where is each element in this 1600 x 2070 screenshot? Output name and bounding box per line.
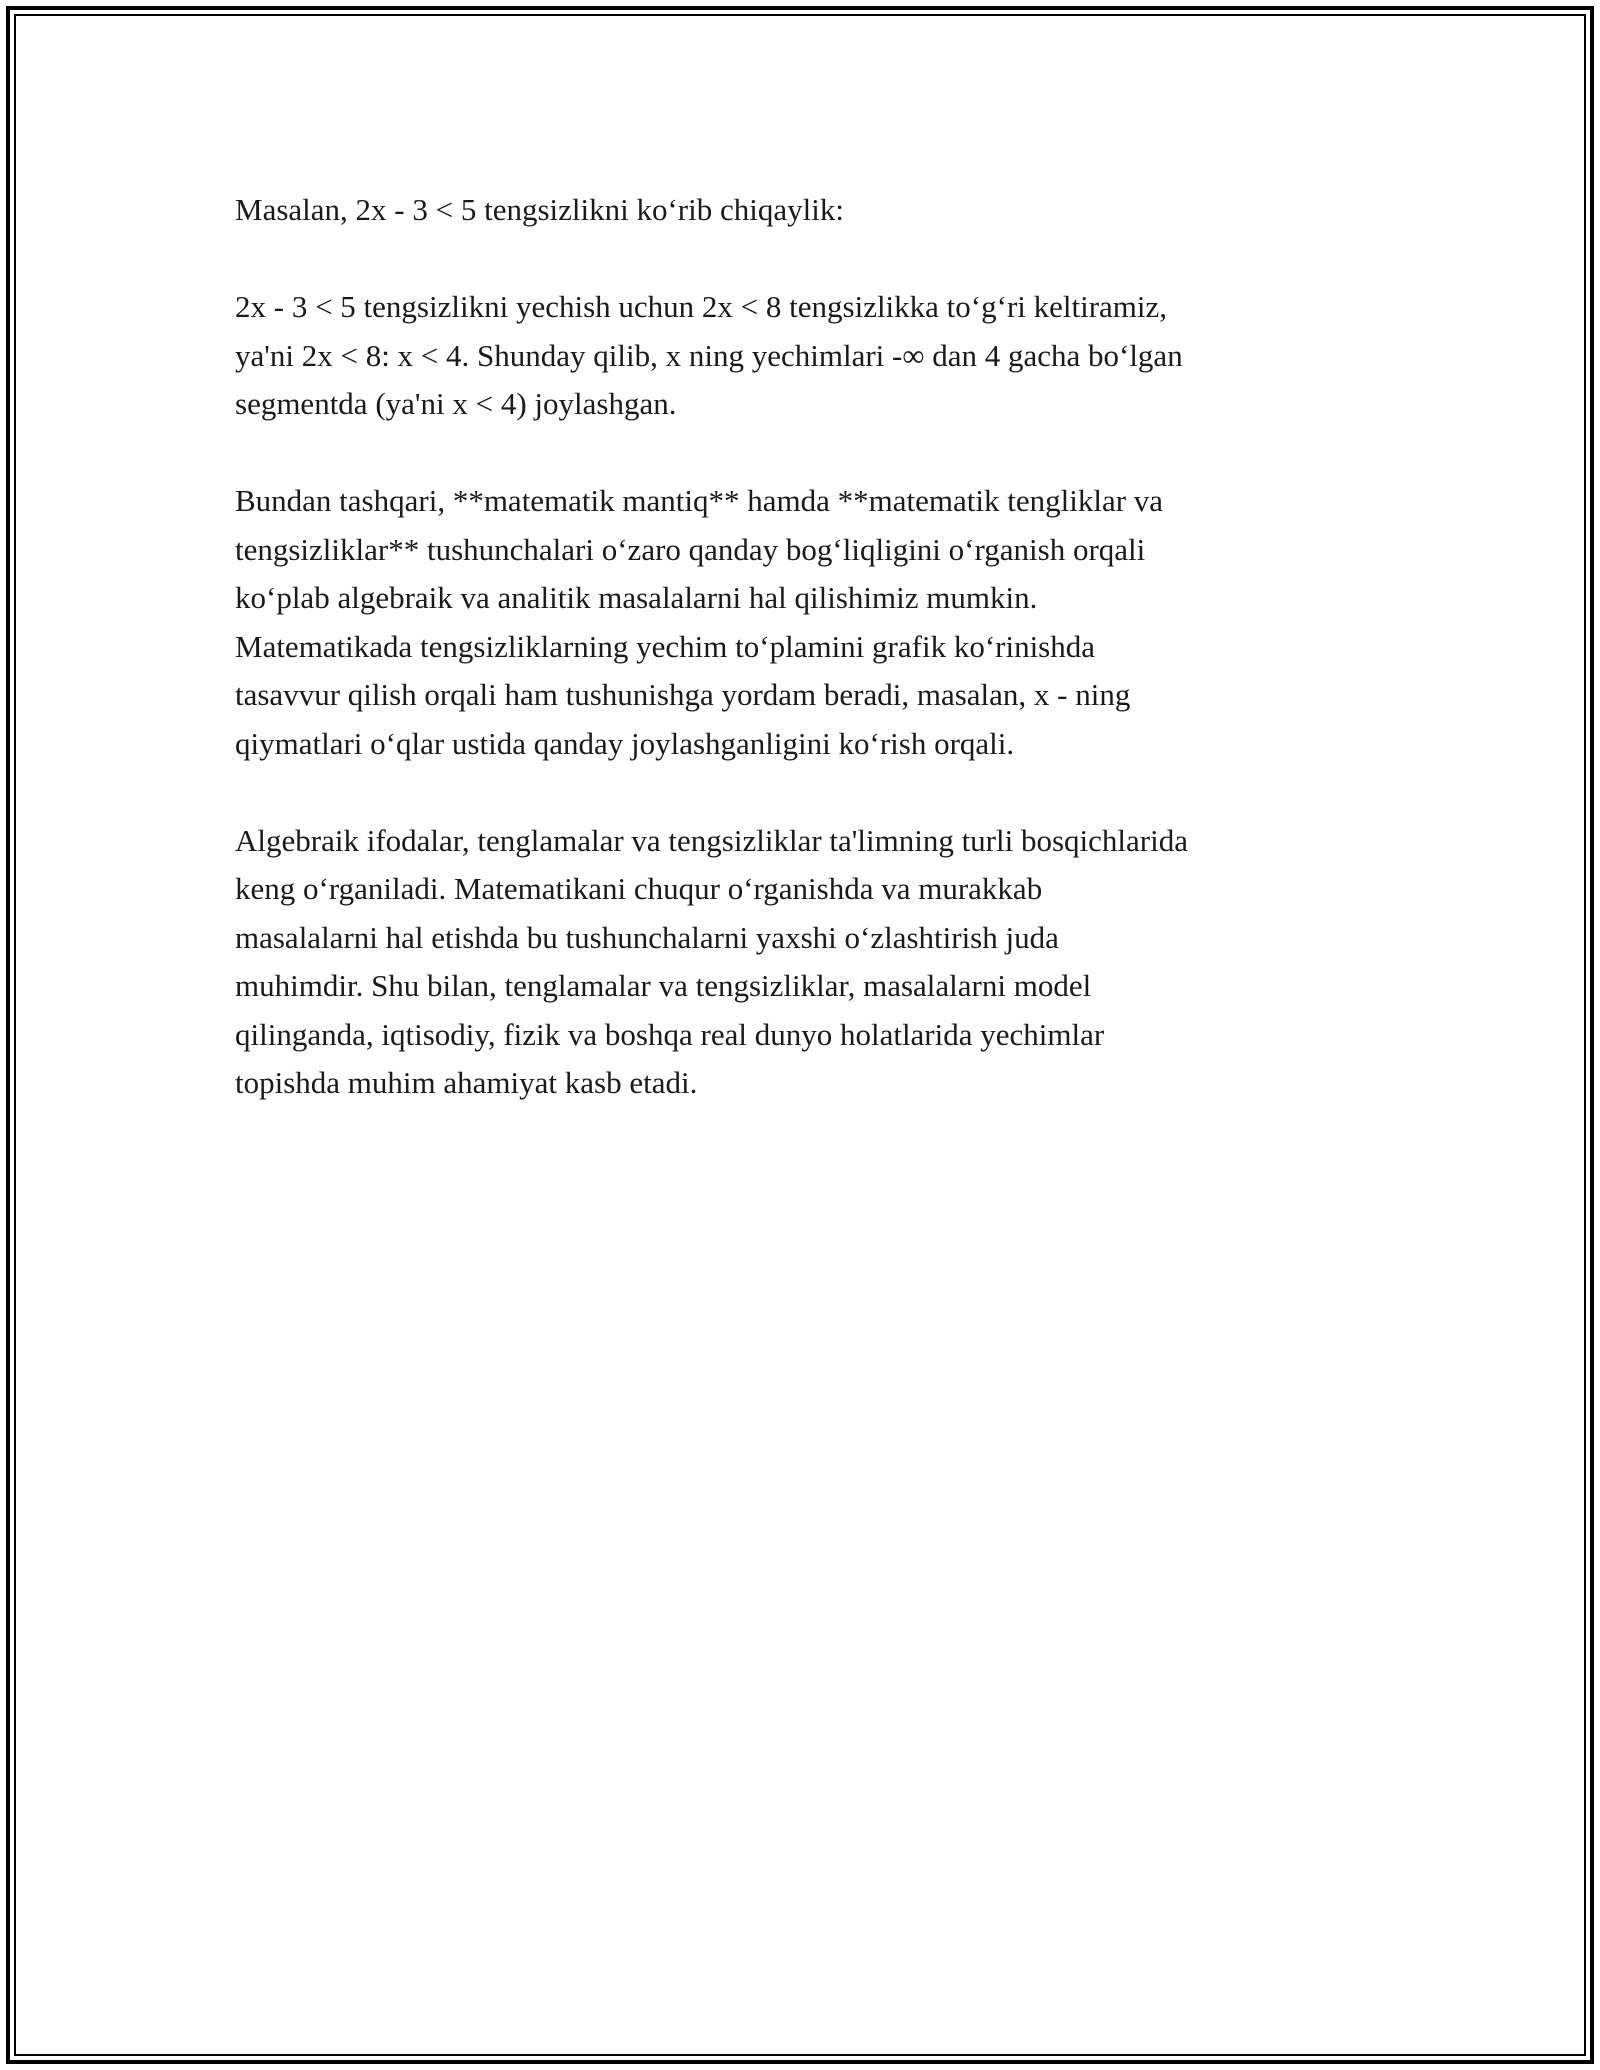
text-line: Bundan tashqari, **matematik mantiq** hamda **matematik tengliklar va <box>235 483 1164 518</box>
text-line: ko‘plab algebraik va analitik masalalarni hal qilishimiz mumkin. <box>235 580 1038 615</box>
text-line: ya'ni 2x < 8: x < 4. Shunday qilib, x ning yechimlari -∞ dan 4 gacha bo‘lgan <box>235 337 1183 373</box>
text-line: Masalan, 2x - 3 < 5 tengsizlikni ko‘rib chiqaylik: <box>235 192 844 227</box>
text-line: qilinganda, iqtisodiy, fizik va boshqa real dunyo holatlarida yechimlar <box>235 1016 1105 1052</box>
paragraph-solution <box>235 283 1375 429</box>
paragraph-logic <box>235 477 1375 768</box>
document-body <box>235 186 1375 1156</box>
text-line: muhimdir. Shu bilan, tenglamalar va tengsizliklar, masalalarni model <box>235 968 1092 1003</box>
text-line: 2x - 3 < 5 tengsizlikni yechish uchun 2x < 8 tengsizlikka to‘g‘ri keltiramiz, <box>235 289 1168 324</box>
text-line: segmentda (ya'ni x < 4) joylashgan. <box>235 386 677 421</box>
paragraph-conclusion <box>235 817 1375 1108</box>
text-line: qiymatlari o‘qlar ustida qanday joylashganligini ko‘rish orqali. <box>235 725 1015 761</box>
text-line: tasavvur qilish orqali ham tushunishga yordam beradi, masalan, x - ning <box>235 677 1131 712</box>
text-line: Algebraik ifodalar, tenglamalar va tengsizliklar ta'limning turli bosqichlarida <box>235 822 1188 858</box>
text-line: tengsizliklar** tushunchalari o‘zaro qanday bog‘liqligini o‘rganish orqali <box>235 531 1146 567</box>
paragraph-example-intro <box>235 186 1375 235</box>
text-line: Matematikada tengsizliklarning yechim to‘plamini grafik ko‘rinishda <box>235 628 1096 664</box>
text-line: masalalarni hal etishda bu tushunchalarni yaxshi o‘zlashtirish juda <box>235 919 1059 955</box>
text-line: topishda muhim ahamiyat kasb etadi. <box>235 1065 698 1100</box>
text-line: keng o‘rganiladi. Matematikani chuqur o‘rganishda va murakkab <box>235 871 1043 906</box>
